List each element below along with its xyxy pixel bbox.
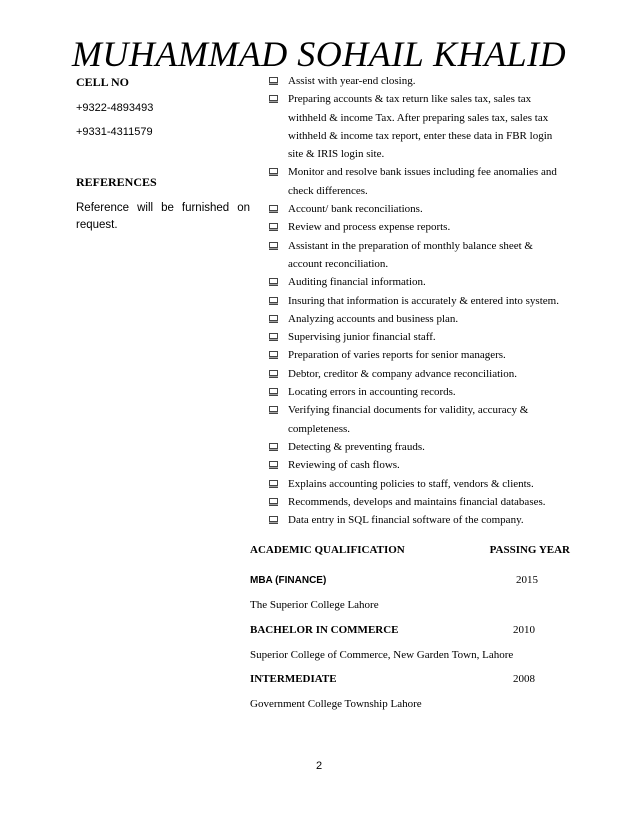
education-heading: ACADEMIC QUALIFICATION [250,544,405,556]
duty-item [268,163,568,200]
references-heading: REFERENCES [76,175,157,189]
duty-text: Auditing financial information. [288,276,426,289]
duty-item [268,328,568,346]
duty-item [268,401,568,438]
computer-monitor-icon [269,516,278,524]
cell-no-heading: CELL NO [76,75,130,89]
duty-item [268,292,568,310]
phone-number: +9331-4311579 [76,126,153,138]
duty-item [268,310,568,328]
computer-monitor-icon [269,223,278,231]
computer-monitor-icon [269,406,278,414]
duty-item [268,456,568,474]
computer-monitor-icon [269,461,278,469]
duty-item [268,200,568,218]
duty-text: Explains accounting policies to staff, vendors & clients. [288,477,534,490]
duty-text: Account/ bank reconciliations. [288,203,423,216]
duty-text: Insuring that information is accurately & entered into system. [288,294,559,307]
duty-item [268,237,568,274]
degree-year: 2008 [513,673,535,685]
duty-text: Assist with year-end closing. [288,75,416,87]
duty-item [268,511,568,529]
institution: Superior College of Commerce, New Garden Town, Lahore [250,649,514,661]
degree-row [250,624,570,636]
computer-monitor-icon [269,333,278,341]
duty-text: Locating errors in accounting records. [288,386,456,399]
computer-monitor-icon [269,351,278,359]
computer-monitor-icon [269,388,278,396]
duty-item [268,383,568,401]
duty-text: Assistant in the preparation of monthly balance sheet & account reconciliation. [288,239,533,270]
education-header-row [250,544,570,556]
computer-monitor-icon [269,498,278,506]
duty-text: Reviewing of cash flows. [288,459,400,472]
duty-item [268,218,568,236]
degree-year: 2015 [516,574,538,586]
duty-text: Preparing accounts & tax return like sales tax, sales tax withheld & income Tax. After preparing sales tax, sales tax withheld & income tax report, enter these data in FBR login site & IRIS login site. [288,93,553,161]
duty-item [268,273,568,291]
page-number: 2 [315,760,323,772]
computer-monitor-icon [269,370,278,378]
computer-monitor-icon [269,95,278,103]
degree-title: BACHELOR IN COMMERCE [250,624,399,636]
computer-monitor-icon [269,297,278,305]
phone-number: +9322-4893493 [76,102,154,114]
degree-title: INTERMEDIATE [250,673,337,685]
duty-text: Recommends, develops and maintains financial databases. [288,495,546,508]
computer-monitor-icon [269,242,278,250]
degree-year: 2010 [513,624,535,636]
computer-monitor-icon [269,480,278,488]
institution: Government College Township Lahore [250,698,422,710]
computer-monitor-icon [269,315,278,323]
duty-text: Data entry in SQL financial software of the company. [288,514,524,527]
duty-item [268,365,568,383]
passing-year-heading: PASSING YEAR [489,544,570,556]
duty-item [268,493,568,511]
duty-text: Analyzing accounts and business plan. [288,312,459,325]
duty-text: Verifying financial documents for validity, accuracy & completeness. [288,404,529,435]
computer-monitor-icon [269,168,278,176]
duty-item [268,72,568,90]
duty-item [268,438,568,456]
degree-title: MBA (FINANCE) [250,575,327,586]
computer-monitor-icon [269,205,278,213]
computer-monitor-icon [269,278,278,286]
institution: The Superior College Lahore [250,599,379,611]
duties-list [268,72,568,529]
duty-item [268,346,568,364]
duty-text: Detecting & preventing frauds. [288,440,425,453]
degree-row [250,673,570,685]
duty-text: Preparation of varies reports for senior managers. [288,349,506,362]
duty-text: Review and process expense reports. [288,221,451,234]
duty-text: Debtor, creditor & company advance reconciliation. [288,367,517,380]
duty-text: Monitor and resolve bank issues including fee anomalies and check differences. [288,166,557,197]
computer-monitor-icon [269,443,278,451]
degree-row [250,574,570,586]
resume-name: MUHAMMAD SOHAIL KHALID [71,34,567,74]
computer-monitor-icon [269,77,278,85]
duty-text: Supervising junior financial staff. [288,331,436,344]
references-text: Reference will be furnished on request. [76,202,250,231]
duty-item [268,475,568,493]
duty-item [268,90,568,163]
